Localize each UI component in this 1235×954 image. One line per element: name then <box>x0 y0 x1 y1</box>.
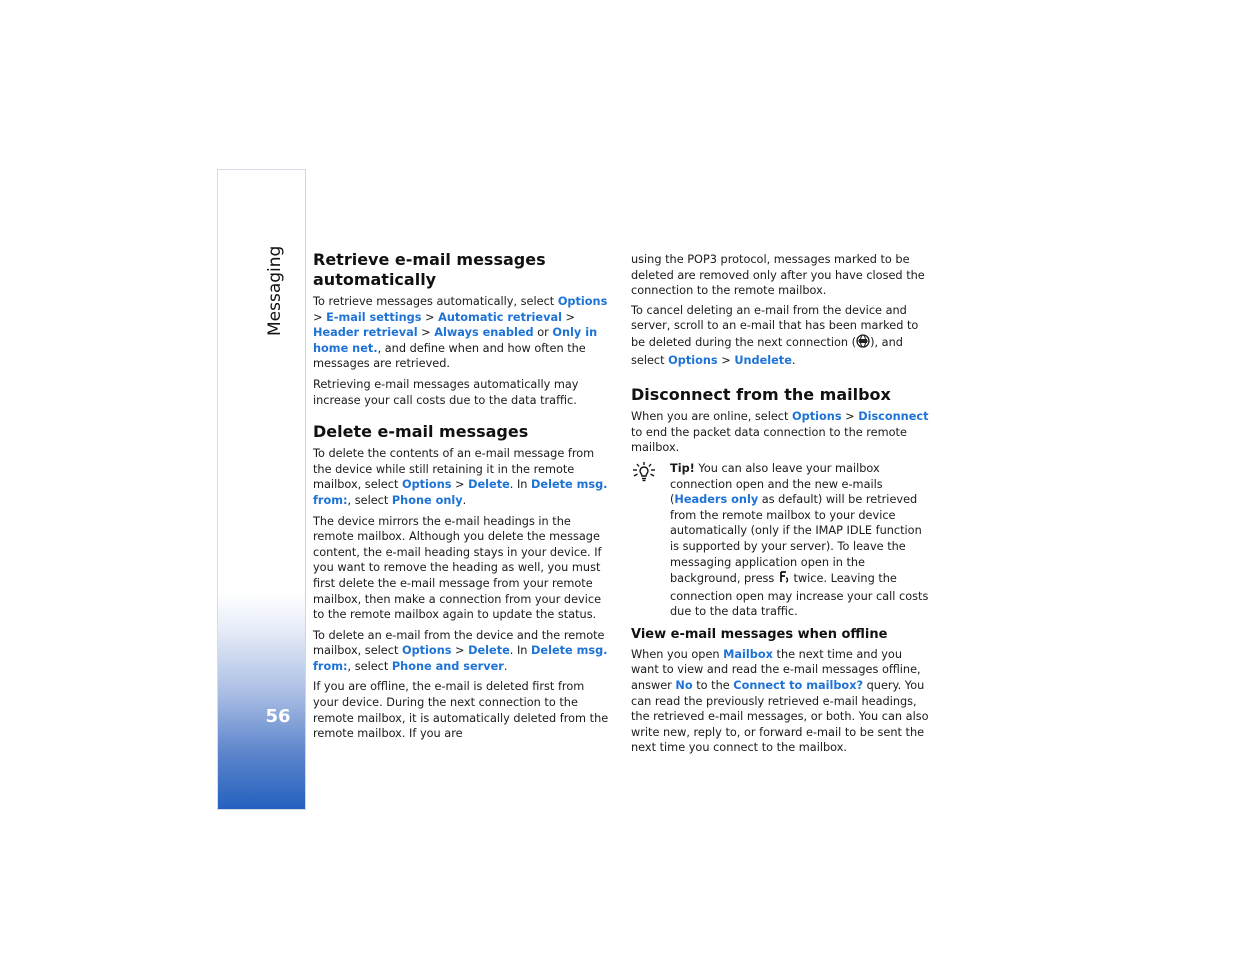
email-settings-link: E-mail settings <box>326 310 422 324</box>
offline-paragraph: When you open Mailbox the next time and you want to view and read the e-mail messages offline, answer No to the Connect to mailbox? query. You can read the previously retrieved e-mail headings, the retrieved e-mail messages, or both. You can also write new, reply to, or forward e-mail to be sent the next time you connect to the mailbox. <box>631 647 929 755</box>
offline-heading: View e-mail messages when offline <box>631 626 888 642</box>
pop3-paragraph: using the POP3 protocol, messages marked to be deleted are removed only after you have closed the connection to the remote mailbox. <box>631 253 925 298</box>
always-enabled-link: Always enabled <box>434 326 534 340</box>
options-link: Options <box>557 295 608 308</box>
tip-text: Tip! You can also leave your mailbox connection open and the new e-mails (Headers only as default) will be retrieved from the remote mailbox to your device automatically (only if the IMAP IDLE function is supported by your server). To leave the messaging application open in the background, press twice. Leaving the connection open may increase your call costs due to the data traffic. <box>670 461 929 619</box>
connection-globe-icon <box>856 334 870 353</box>
automatic-retrieval-link: Automatic retrieval <box>438 310 562 324</box>
tip-box <box>631 461 931 620</box>
tip-lightbulb-icon <box>631 461 657 483</box>
delete-paragraph-1: To delete the contents of an e-mail message from the device while still retaining it in the remote mailbox, select Options > Delete. In Delete msg. from:, select Phone only. <box>313 447 608 507</box>
delete-paragraph-2: The device mirrors the e-mail headings in the remote mailbox. Although you delete the message content, the e-mail heading stays in your device. If you want to remove the heading as well, you must first delete the e-mail message from your remote mailbox, then make a connection from your device to the remote mailbox again to update the status. <box>313 514 602 622</box>
left-column <box>313 250 613 742</box>
retrieve-paragraph-2: Retrieving e-mail messages automatically may increase your call costs due to the data traffic. <box>313 377 579 407</box>
disconnect-paragraph: When you are online, select Options > Disconnect to end the packet data connection to the remote mailbox. <box>631 410 929 455</box>
menu-key-icon <box>778 570 790 589</box>
page-number: 56 <box>265 706 291 727</box>
only-home-net-link: Only in home net. <box>313 326 598 355</box>
chapter-title: Messaging <box>265 245 285 336</box>
delete-paragraph-4: If you are offline, the e-mail is deleted first from your device. During the next connection to the remote mailbox, it is automatically deleted from the remote mailbox. If you are <box>313 680 609 741</box>
header-retrieval-link: Header retrieval <box>313 326 418 340</box>
right-column <box>631 252 931 756</box>
delete-heading: Delete e-mail messages <box>313 422 529 442</box>
retrieve-heading: Retrieve e-mail messages automatically <box>313 250 546 289</box>
retrieve-paragraph-1: To retrieve messages automatically, select Options > E-mail settings > Automatic retrieval > Header retrieval > Always enabled or Only in home net., and define when and how often the messages are retrieved. <box>313 295 608 371</box>
delete-paragraph-3: To delete an e-mail from the device and the remote mailbox, select Options > Delete. In Delete msg. from:, select Phone and server. <box>313 628 608 673</box>
disconnect-heading: Disconnect from the mailbox <box>631 385 891 405</box>
undelete-paragraph: To cancel deleting an e-mail from the device and server, scroll to an e-mail that has been marked to be deleted during the next connection ( ), and select Options > Undelete. <box>631 303 919 367</box>
